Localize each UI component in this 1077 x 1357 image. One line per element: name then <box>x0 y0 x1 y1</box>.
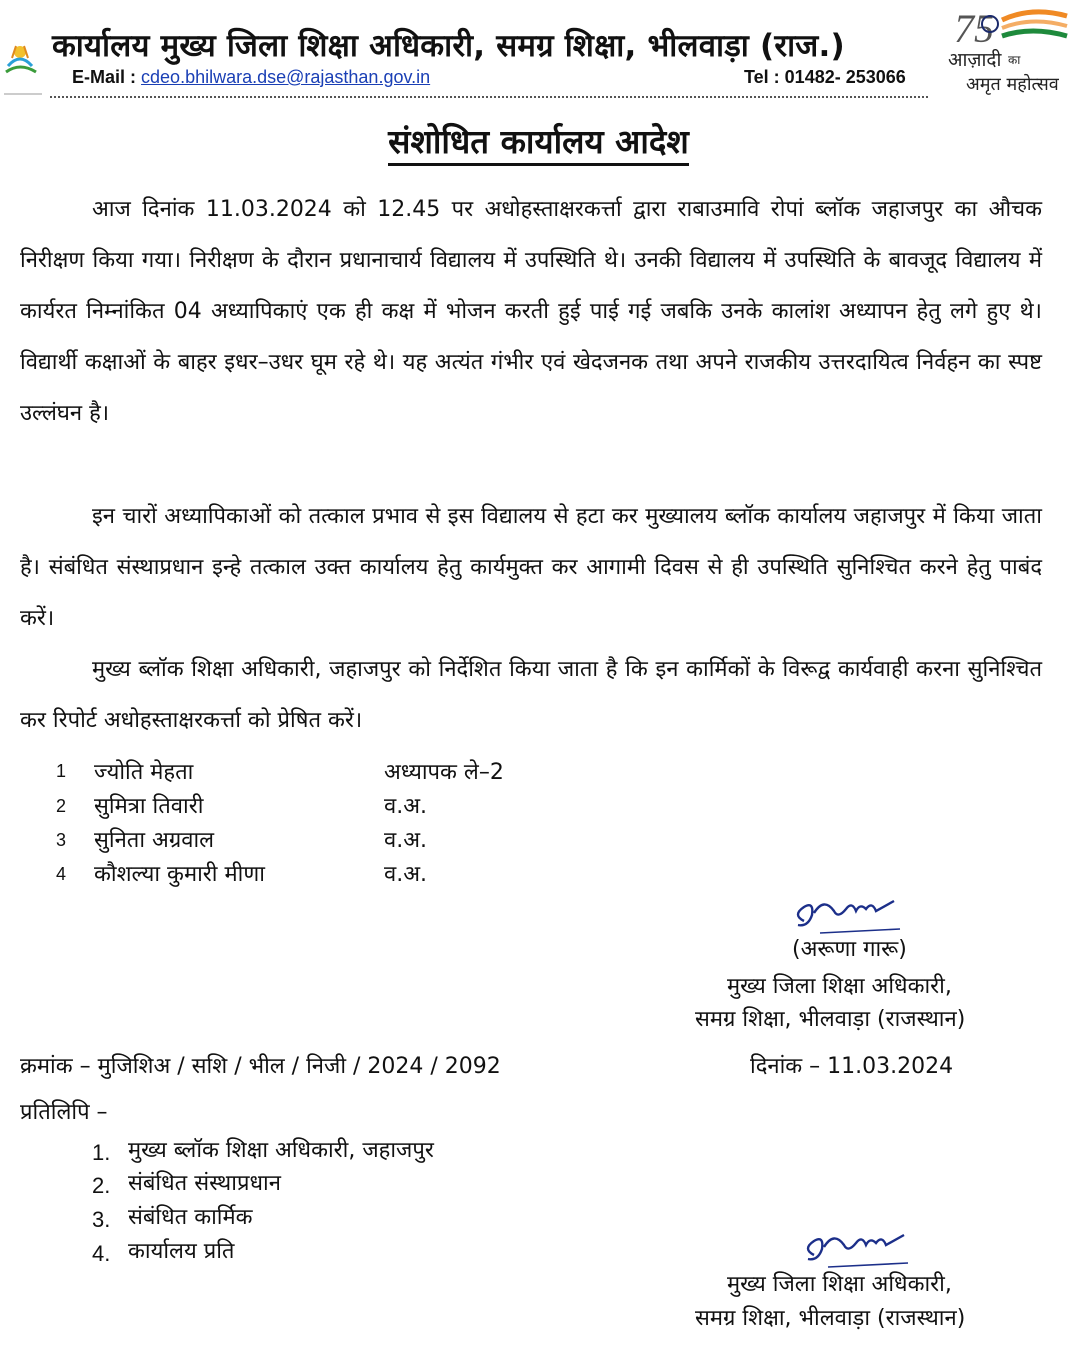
email-link[interactable]: cdeo.bhilwara.dse@rajasthan.gov.in <box>141 67 431 87</box>
logo-amrit-text: अमृत महोत्सव <box>966 74 1059 95</box>
signatory-designation: मुख्य जिला शिक्षा अधिकारी, <box>727 974 952 999</box>
teacher-post: व.अ. <box>384 862 428 887</box>
copy-item-number: 1. <box>92 1140 111 1165</box>
signatory-office: समग्र शिक्षा, भीलवाड़ा (राजस्थान) <box>695 1007 966 1032</box>
copy-item-text: संबंधित कार्मिक <box>128 1205 253 1230</box>
copy-item-text: मुख्य ब्लॉक शिक्षा अधिकारी, जहाजपुर <box>128 1138 434 1163</box>
copy-item-text: कार्यालय प्रति <box>128 1239 235 1264</box>
office-header-title: कार्यालय मुख्य जिला शिक्षा अधिकारी, समग्र शिक्षा, भीलवाड़ा (राज.) <box>52 28 845 64</box>
reference-date: दिनांक – 11.03.2024 <box>750 1054 954 1079</box>
telephone: Tel : 01482- 253066 <box>744 67 906 87</box>
copy-to-heading: प्रतिलिपि – <box>20 1100 108 1125</box>
azadi-ka-amrit-mahotsav-logo <box>942 2 1077 98</box>
order-paragraph-3: मुख्य ब्लॉक शिक्षा अधिकारी, जहाजपुर को निर्देशित किया जाता है कि इन कार्मिकों के विरूद्व कार्यवाही करना सुनिश्चित कर रिपोर्ट अधोहस्ताक्षरकर्त्ता को प्रेषित करें। <box>20 657 1042 733</box>
logo-ka-text: का <box>1008 53 1021 67</box>
order-title-text: संशोधित कार्यालय आदेश <box>388 122 689 166</box>
signatory-office-2: समग्र शिक्षा, भीलवाड़ा (राजस्थान) <box>695 1306 966 1331</box>
teacher-number: 2 <box>56 796 67 816</box>
order-title <box>0 118 1077 163</box>
copy-item-number: 2. <box>92 1173 111 1198</box>
teacher-number: 3 <box>56 830 67 850</box>
logo-azadi-text: आज़ादी <box>948 49 1002 71</box>
order-paragraph-2: इन चारों अध्यापिकाओं को तत्काल प्रभाव से इस विद्यालय से हटा कर मुख्यालय ब्लॉक कार्यालय जहाजपुर में किया जाता है। संबंधित संस्थाप्रधान इन्हे तत्काल उक्त कार्यालय हेतु कार्यमुक्त कर आगामी दिवस से ही उपस्थिति सुनिश्चित करने हेतु पाबंद करें। <box>20 504 1042 631</box>
order-paragraph-1: आज दिनांक 11.03.2024 को 12.45 पर अधोहस्ताक्षरकर्त्ता द्वारा राबाउमावि रोपां ब्लॉक जहाजपुर का औचक निरीक्षण किया गया। निरीक्षण के दौरान प्रधानाचार्य विद्यालय में उपस्थिति थे। उनकी विद्यालय में उपस्थिति के बावजूद विद्यालय में कार्यरत निम्नांकित 04 अध्यापिकाएं एक ही कक्ष में भोजन करती हुई पाई गई जबकि उनके कालांश अध्यापन हेतु लगे हुए थे। विद्यार्थी कक्षाओं के बाहर इधर–उधर घूम रहे थे। यह अत्यंत गंभीर एवं खेदजनक तथा अपने राजकीय उत्तरदायित्व निर्वहन का स्पष्ट उल्लंघन है। <box>20 197 1042 426</box>
teacher-post: अध्यापक ले–2 <box>384 760 504 785</box>
teacher-name: सुनिता अग्रवाल <box>94 828 215 853</box>
logo-75-text: 75 <box>954 6 994 51</box>
signatory-name: (अरूणा गारू) <box>792 937 907 962</box>
copy-item-number: 4. <box>92 1241 111 1266</box>
teacher-number: 1 <box>56 761 67 781</box>
teacher-post: व.अ. <box>384 794 428 819</box>
teacher-name: सुमित्रा तिवारी <box>94 794 204 819</box>
teacher-post: व.अ. <box>384 828 428 853</box>
teacher-number: 4 <box>56 864 67 884</box>
header-divider <box>50 96 928 98</box>
copy-item-text: संबंधित संस्थाप्रधान <box>128 1171 281 1196</box>
teacher-name: कौशल्या कुमारी मीणा <box>94 862 265 887</box>
email-label: E-Mail : <box>72 67 137 87</box>
copy-item-number: 3. <box>92 1207 111 1232</box>
signatory-designation-2: मुख्य जिला शिक्षा अधिकारी, <box>727 1272 952 1297</box>
email-line <box>72 67 430 88</box>
samagra-shiksha-logo <box>2 22 48 102</box>
reference-number: क्रमांक – मुजिशिअ / सशि / भील / निजी / 2024 / 2092 <box>20 1054 501 1079</box>
teacher-name: ज्योति मेहता <box>94 760 194 785</box>
